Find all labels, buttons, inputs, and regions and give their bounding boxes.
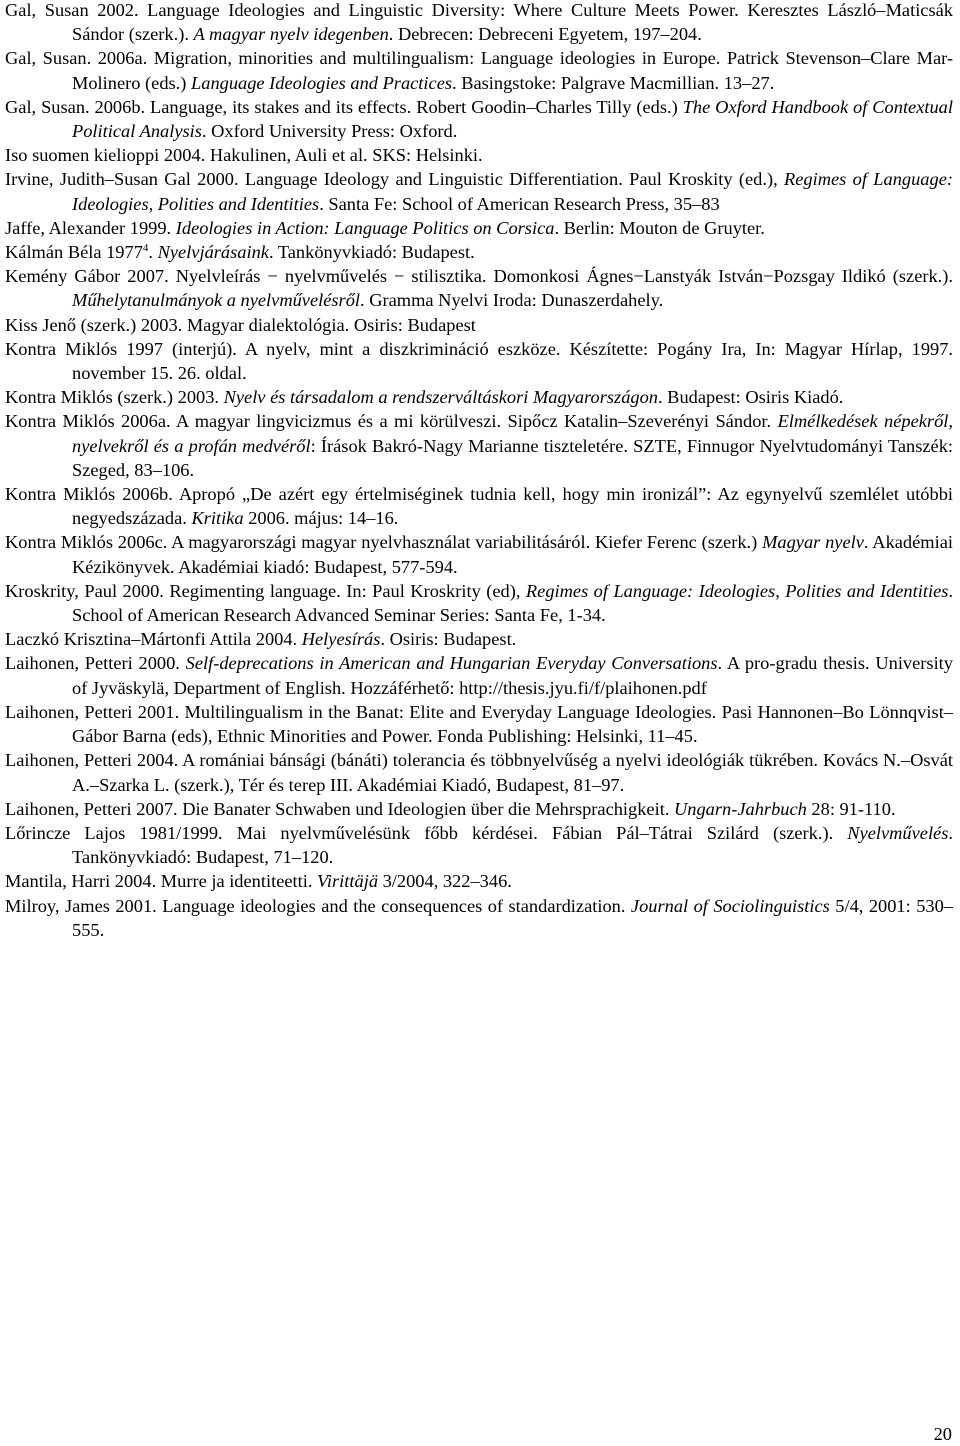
- reference-entry: [5, 264, 953, 312]
- reference-text: Laihonen, Petteri 2001. Multilingualism in the Banat: Elite and Everyday Language Ideologies. Pasi Hannonen–Bo Lönnqvist–Gábor Barna (eds), Ethnic Minorities and Power. Fonda Publishing: Helsinki, 11–45.: [5, 701, 953, 747]
- reference-text: . Berlin: Mouton de Gruyter.: [554, 217, 765, 238]
- reference-title-italic: Műhelytanulmányok a nyelvművelésről: [72, 290, 361, 311]
- reference-entry: [5, 651, 953, 699]
- reference-title-italic: Nyelv és társadalom a rendszerváltáskori Magyarországon: [223, 387, 658, 408]
- reference-entry: [5, 95, 953, 143]
- reference-text: Gal, Susan 2002. Language Ideologies and Linguistic Diversity: Where Culture Meets Power. Keresztes László–Maticsák Sándor (szerk.).: [5, 0, 953, 45]
- reference-text: . Debrecen: Debreceni Egyetem, 197–204.: [388, 24, 702, 45]
- reference-entry: [5, 579, 953, 627]
- reference-text: . Gramma Nyelvi Iroda: Dunaszerdahely.: [360, 290, 664, 311]
- reference-text: 5/4, 2001: 530–555.: [72, 895, 953, 940]
- reference-title-italic: Helyesírás: [301, 629, 381, 650]
- reference-title-italic: Elmélkedések népekről, nyelvekről és a profán medvéről: [72, 411, 953, 456]
- reference-entry: [5, 894, 953, 942]
- reference-title-italic: Nyelvművelés: [847, 822, 949, 843]
- reference-text: Mantila, Harri 2004. Murre ja identiteetti.: [5, 871, 318, 892]
- reference-title-italic: Journal of Sociolinguistics: [630, 895, 830, 916]
- reference-title-italic: Regimes of Language: Ideologies, Polities and Identities: [72, 169, 953, 214]
- reference-text: Kroskrity, Paul 2000. Regimenting language. In: Paul Kroskrity (ed),: [5, 580, 526, 601]
- reference-title-italic: Magyar nyelv: [762, 532, 864, 553]
- reference-entry: [5, 748, 953, 796]
- reference-entry: [5, 530, 953, 578]
- reference-text: Irvine, Judith–Susan Gal 2000. Language Ideology and Linguistic Differentiation. Paul Kroskity (ed.),: [5, 169, 785, 190]
- reference-title-italic: Language Ideologies and Practices: [191, 72, 453, 93]
- reference-text: Laihonen, Petteri 2007. Die Banater Schwaben und Ideologien über die Mehrsprachigkeit.: [5, 798, 675, 819]
- reference-text: 28: 91-110.: [806, 798, 896, 819]
- reference-entry: [5, 216, 953, 240]
- reference-text: . Budapest: Osiris Kiadó.: [657, 387, 844, 408]
- reference-text: Gal, Susan. 2006a. Migration, minorities and multilingualism: Language ideologies in Europe. Patrick Stevenson–Clare Mar-Molinero (eds.): [5, 48, 953, 93]
- reference-entry: [5, 797, 953, 821]
- reference-entry: [5, 143, 953, 167]
- reference-text: Kiss Jenő (szerk.) 2003. Magyar dialektológia. Osiris: Budapest: [5, 314, 476, 335]
- reference-text: . Santa Fe: School of American Research Press, 35–83: [319, 193, 720, 214]
- reference-list: [5, 0, 953, 942]
- reference-text: . A pro-gradu thesis. University of Jyväskylä, Department of English. Hozzáférhető: http://thesis.jyu.fi/f/plaihonen.pdf: [72, 653, 953, 698]
- reference-title-italic: Virittäjä: [317, 871, 379, 892]
- reference-text: Kontra Miklós (szerk.) 2003.: [5, 387, 224, 408]
- reference-text: Kemény Gábor 2007. Nyelvleírás − nyelvművelés − stilisztika. Domonkosi Ágnes−Lanstyák István−Pozsgay Ildikó (szerk.).: [5, 266, 953, 287]
- reference-entry: [5, 313, 953, 337]
- reference-text: . School of American Research Advanced Seminar Series: Santa Fe, 1-34.: [72, 580, 953, 626]
- reference-title-italic: Regimes of Language: Ideologies, Polities and Identities: [525, 580, 949, 601]
- reference-text: Laczkó Krisztina–Mártonfi Attila 2004.: [5, 629, 302, 650]
- reference-entry: [5, 482, 953, 530]
- reference-entry: [5, 385, 953, 409]
- reference-text: Milroy, James 2001. Language ideologies and the consequences of standardization.: [5, 895, 631, 916]
- reference-text: Kontra Miklós 2006c. A magyarországi magyar nyelvhasználat variabilitásáról. Kiefer Ferenc (szerk.): [5, 532, 763, 553]
- reference-title-italic: A magyar nyelv idegenben: [193, 24, 389, 45]
- reference-text: 3/2004, 322–346.: [378, 871, 512, 892]
- reference-entry: [5, 869, 953, 893]
- reference-entry: [5, 409, 953, 482]
- reference-text: . Osiris: Budapest.: [380, 629, 517, 650]
- reference-text: . Oxford University Press: Oxford.: [201, 121, 458, 142]
- reference-text: : Írások Bakró-Nagy Marianne tiszteletére. SZTE, Finnugor Nyelvtudományi Tanszék: Szeged, 83–106.: [72, 435, 953, 480]
- reference-entry: [5, 0, 953, 46]
- reference-title-italic: Ungarn-Jahrbuch: [674, 798, 807, 819]
- reference-entry: [5, 700, 953, 748]
- reference-text: . Akadémiai Kézikönyvek. Akadémiai kiadó: Budapest, 577-594.: [72, 532, 953, 577]
- reference-title-italic: The Oxford Handbook of Contextual Political Analysis: [72, 96, 953, 142]
- reference-text: .: [148, 242, 158, 263]
- superscript-text: 4: [142, 241, 149, 254]
- reference-text: Gal, Susan. 2006b. Language, its stakes and its effects. Robert Goodin–Charles Tilly (eds.): [5, 96, 683, 117]
- reference-entry: [5, 167, 953, 215]
- reference-entry: [5, 627, 953, 651]
- reference-text: Iso suomen kielioppi 2004. Hakulinen, Auli et al. SKS: Helsinki.: [5, 145, 483, 166]
- reference-text: Laihonen, Petteri 2000.: [5, 653, 186, 674]
- reference-entry: [5, 821, 953, 869]
- reference-entry: [5, 240, 953, 264]
- reference-title-italic: Nyelvjárásaink: [157, 242, 269, 263]
- reference-title-italic: Kritika: [191, 508, 244, 529]
- reference-title-italic: Self-deprecations in American and Hungarian Everyday Conversations: [185, 653, 718, 674]
- page-number: 20: [933, 1424, 952, 1444]
- reference-text: . Tankönyvkiadó: Budapest, 71–120.: [72, 822, 953, 868]
- reference-title-italic: Ideologies in Action: Language Politics on Corsica: [175, 217, 555, 238]
- reference-text: Lőrincze Lajos 1981/1999. Mai nyelvművelésünk főbb kérdései. Fábian Pál–Tátrai Szilárd (szerk.).: [5, 822, 848, 843]
- reference-text: 2006. május: 14–16.: [243, 508, 399, 529]
- reference-text: Kontra Miklós 2006b. Apropó „De azért egy értelmiséginek tudnia kell, hogy min ironizál”: Az egynyelvű szemlélet utóbbi negyedszázada.: [5, 484, 953, 529]
- reference-text: . Basingstoke: Palgrave Macmillian. 13–27.: [452, 72, 775, 93]
- reference-text: . Tankönyvkiadó: Budapest.: [268, 242, 475, 263]
- reference-entry: [5, 337, 953, 385]
- reference-entry: [5, 46, 953, 94]
- reference-text: Kontra Miklós 1997 (interjú). A nyelv, mint a diszkrimináció eszköze. Készítette: Pogány Ira, In: Magyar Hírlap, 1997. november 15. 26. oldal.: [5, 338, 953, 384]
- reference-text: Laihonen, Petteri 2004. A romániai bánsági (bánáti) tolerancia és többnyelvűség a nyelvi ideológiák tükrében. Kovács N.–Osvát A.–Szarka L. (szerk.), Tér és terep III. Akadémiai Kiadó, Budapest, 81–97.: [5, 750, 953, 795]
- reference-text: Kontra Miklós 2006a. A magyar lingvicizmus és a mi körülveszi. Sipőcz Katalin–Szeverényi Sándor.: [5, 411, 778, 432]
- reference-text: Jaffe, Alexander 1999.: [5, 217, 176, 238]
- reference-text: Kálmán Béla 1977: [5, 242, 143, 263]
